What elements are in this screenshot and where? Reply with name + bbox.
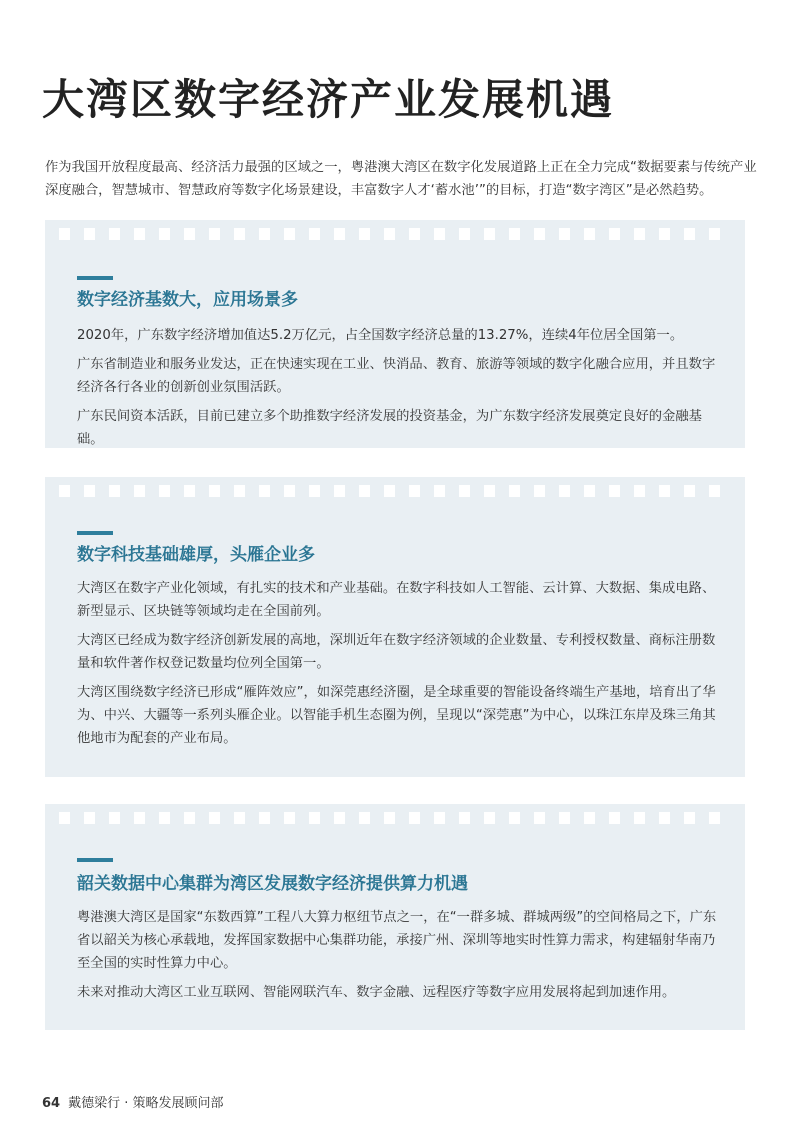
section-card-2 [45,477,745,777]
section-paragraph: 广东民间资本活跃，目前已建立多个助推数字经济发展的投资基金，为广东数字经济发展奠定良好的金融基础。 [77,409,702,447]
section-paragraph: 未来对推动大湾区工业互联网、智能网联汽车、数字金融、远程医疗等数字应用发展将起到加速作用。 [77,985,676,1000]
perforation-strip [59,485,731,497]
heading-accent-bar [77,531,113,535]
publisher-name: 戴德梁行 · 策略发展顾问部 [68,1096,224,1111]
section-paragraph: 广东省制造业和服务业发达，正在快速实现在工业、快消品、教育、旅游等领域的数字化融合应用，并且数字经济各行各业的创新创业氛围活跃。 [77,357,716,395]
section-paragraph: 粤港澳大湾区是国家“东数西算”工程八大算力枢纽节点之一，在“一群多城、群城两级”的空间格局之下，广东省以韶关为核心承载地，发挥国家数据中心集群功能，承接广州、深圳等地实时性算力需求，构建辐射华南乃至全国的实时性算力中心。 [77,910,717,971]
section-body [77,324,717,457]
section-paragraph: 2020年，广东数字经济增加值达5.2万亿元，占全国数字经济总量的13.27%，连续4年位居全国第一。 [77,328,684,343]
section-body [77,577,717,756]
perforation-strip [59,812,731,824]
section-heading: 数字科技基础雄厚，头雁企业多 [77,545,315,565]
heading-accent-bar [77,276,113,280]
intro-paragraph: 作为我国开放程度最高、经济活力最强的区域之一，粤港澳大湾区在数字化发展道路上正在全力完成“数据要素与传统产业深度融合，智慧城市、智慧政府等数字化场景建设，丰富数字人才‘蓄水池’”的目标，打造“数字湾区”是必然趋势。 [45,160,757,198]
section-card-1 [45,220,745,448]
section-heading: 韶关数据中心集群为湾区发展数字经济提供算力机遇 [77,874,468,894]
section-heading: 数字经济基数大，应用场景多 [77,290,298,310]
section-paragraph: 大湾区在数字产业化领域，有扎实的技术和产业基础。在数字科技如人工智能、云计算、大数据、集成电路、新型显示、区块链等领域均走在全国前列。 [77,581,716,619]
section-paragraph: 大湾区已经成为数字经济创新发展的高地，深圳近年在数字经济领域的企业数量、专利授权数量、商标注册数量和软件著作权登记数量均位列全国第一。 [77,633,716,671]
page-footer [42,1092,224,1111]
page-title: 大湾区数字经济产业发展机遇 [42,75,615,124]
section-paragraph: 大湾区围绕数字经济已形成“雁阵效应”，如深莞惠经济圈，是全球重要的智能设备终端生产基地，培育出了华为、中兴、大疆等一系列头雁企业。以智能手机生态圈为例，呈现以“深莞惠”为中心，以珠江东岸及珠三角其他地市为配套的产业布局。 [77,685,716,746]
section-card-3 [45,804,745,1030]
perforation-strip [59,228,731,240]
section-body [77,906,717,1010]
page-number: 64 [42,1096,61,1111]
heading-accent-bar [77,858,113,862]
